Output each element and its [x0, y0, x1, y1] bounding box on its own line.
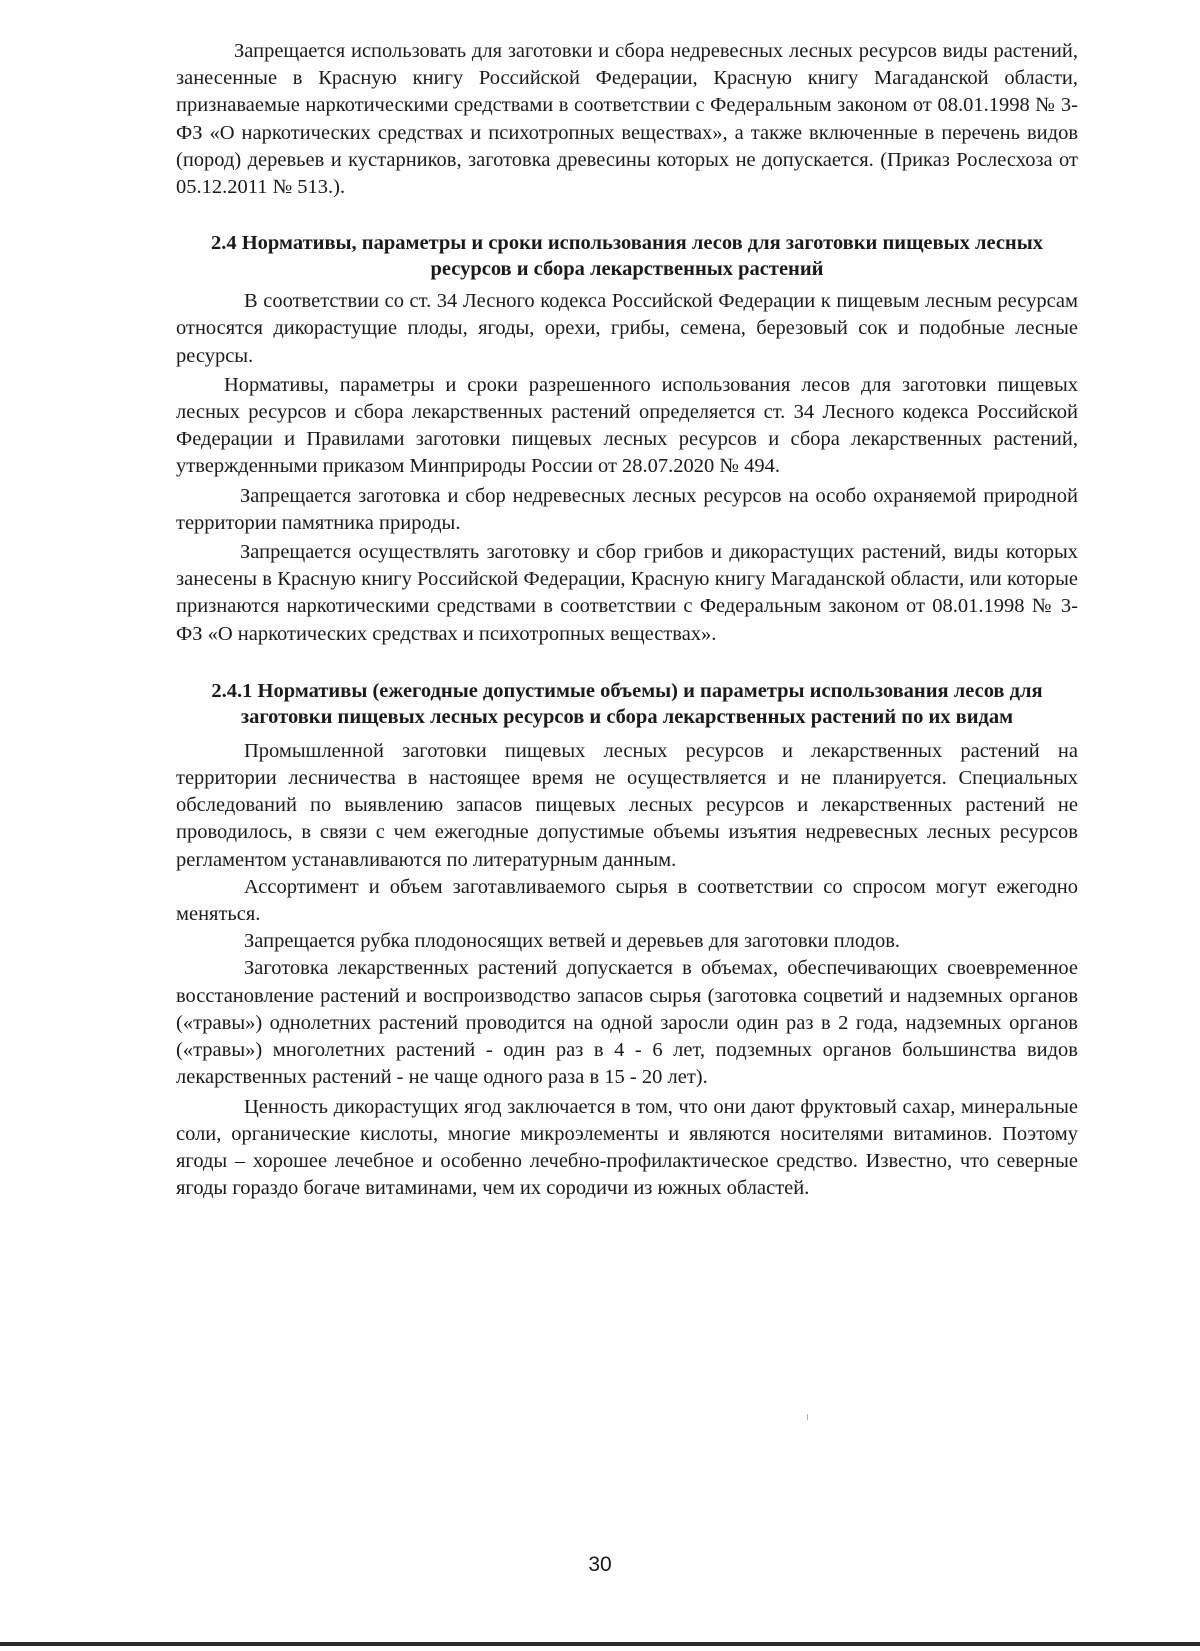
paragraph-norms-parameters: Нормативы, параметры и сроки разрешенного использования лесов для заготовки пищевых лесных ресурсов и сбора лекарственных растений определяется ст. 34 Лесного кодекса Российской Федерации и Правилами заготовки пищевых лесных ресурсов и сбора лекарственных растений, утвержденными приказом Минприроды России от 28.07.2020 № 494.	[176, 373, 1078, 478]
paragraph-protected-territory: Запрещается заготовка и сбор недревесных лесных ресурсов на особо охраняемой природной территории памятника природы.	[176, 484, 1078, 534]
document-page	[176, 38, 1078, 1202]
paragraph-food-resources-definition: В соответствии со ст. 34 Лесного кодекса Российской Федерации к пищевым лесным ресурсам относятся дикорастущие плоды, ягоды, орехи, грибы, семена, березовый сок и подобные лесные ресурсы.	[176, 290, 1078, 367]
bottom-rule	[0, 1642, 1200, 1646]
section-heading-2-4-1: 2.4.1 Нормативы (ежегодные допустимые объемы) и параметры использования лесов для заготовки пищевых лесных ресурсов и сбора лекарственных растений по их видам	[211, 679, 1043, 728]
paragraph-cutting-prohibition: Запрещается рубка плодоносящих ветвей и деревьев для заготовки плодов.	[244, 930, 901, 953]
paragraph-assortment: Ассортимент и объем заготавливаемого сырья в соответствии со спросом могут ежегодно меняться.	[176, 875, 1078, 926]
paragraph-berries-value: Ценность дикорастущих ягод заключается в том, что они дают фруктовый сахар, минеральные соли, органические кислоты, многие микроэлементы и являются носителями витаминов. Поэтому ягоды – хорошее лечебное и особенно лечебно-профилактическое средство. Известно, что северные ягоды гораздо богаче витаминами, чем их сородичи из южных областей.	[176, 1095, 1078, 1200]
paragraph-industrial-harvesting: Промышленной заготовки пищевых лесных ресурсов и лекарственных растений на территории лесничества в настоящее время не осуществляется и не планируется. Специальных обследований по выявлению запасов пищевых лесных ресурсов и лекарственных растений не проводилось, в связи с чем ежегодные допустимые объемы изъятия недревесных лесных ресурсов регламентом устанавливаются по литературным данным.	[176, 739, 1078, 871]
scan-speck	[807, 1414, 808, 1420]
paragraph-medicinal-harvesting: Заготовка лекарственных растений допускается в объемах, обеспечивающих своевременное восстановление растений и воспроизводство запасов сырья (заготовка соцветий и надземных органов («травы») однолетних растений проводится на одной заросли один раз в 2 года, надземных органов («травы») многолетних растений - один раз в 4 - 6 лет, подземных органов большинства видов лекарственных растений - не чаще одного раза в 15 - 20 лет).	[176, 957, 1078, 1089]
paragraph-red-book-prohibition: Запрещается осуществлять заготовку и сбор грибов и дикорастущих растений, виды которых занесены в Красную книгу Российской Федерации, Красную книгу Магаданской области, или которые признаются наркотическими средствами в соответствии с Федеральным законом от 08.01.1998 № 3-ФЗ «О наркотических средствах и психотропных веществах».	[176, 541, 1078, 645]
paragraph-prohibition-species: Запрещается использовать для заготовки и сбора недревесных лесных ресурсов виды растений, занесенные в Красную книгу Российской Федерации, Красную книгу Магаданской области, признаваемые наркотическими средствами в соответствии с Федеральным законом от 08.01.1998 № 3-ФЗ «О наркотических средствах и психотропных веществах», а также включенные в перечень видов (пород) деревьев и кустарников, заготовка древесины которых не допускается. (Приказ Рослесхоза от 05.12.2011 № 513.).	[176, 40, 1078, 199]
section-heading-2-4: 2.4 Нормативы, параметры и сроки использования лесов для заготовки пищевых лесных ресурсов и сбора лекарственных растений	[210, 232, 1043, 281]
page-number: 30	[588, 1553, 612, 1576]
